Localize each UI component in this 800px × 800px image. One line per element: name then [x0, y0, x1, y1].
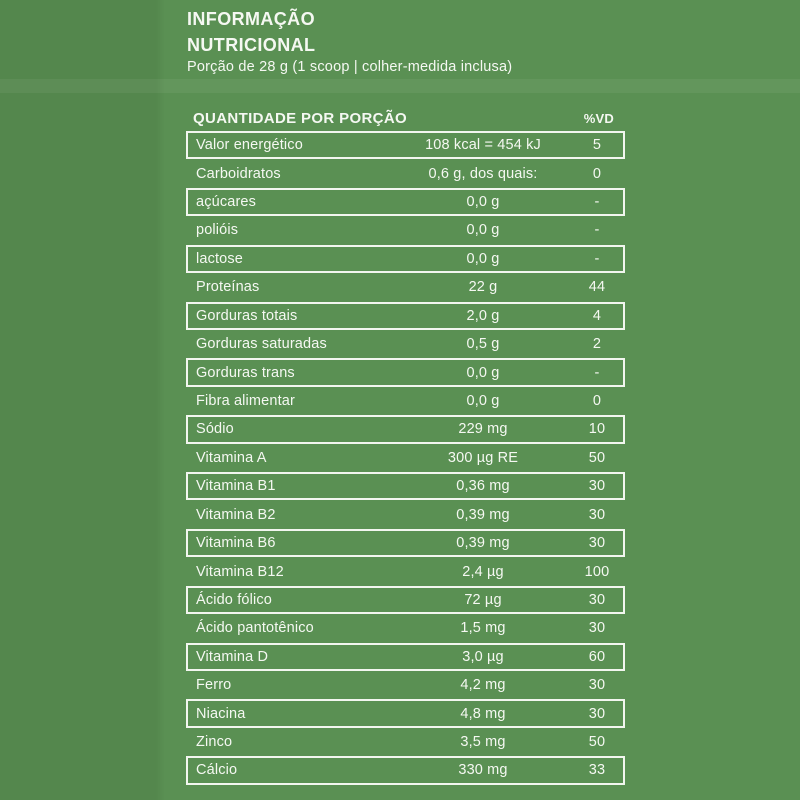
nutrient-name: açúcares: [196, 194, 257, 211]
nutrient-name: Cálcio: [196, 762, 238, 779]
nutrient-amount: 0,0 g: [466, 250, 500, 267]
table-row: [186, 444, 625, 472]
nutrient-dv: 30: [588, 677, 606, 694]
nutrient-name: Ferro: [196, 677, 232, 694]
table-row: [186, 358, 625, 386]
nutrient-dv: 30: [588, 591, 606, 608]
nutrient-name: Gorduras trans: [196, 364, 295, 381]
nutrient-dv: 50: [588, 449, 606, 466]
highlight-band: [0, 79, 800, 93]
nutrient-amount: 0,0 g: [466, 222, 500, 239]
nutrient-dv: -: [594, 222, 600, 239]
nutrient-name: Gorduras saturadas: [196, 336, 327, 353]
nutrient-dv: 30: [588, 535, 606, 552]
table-row: [186, 586, 625, 614]
nutrient-dv: 30: [588, 705, 606, 722]
nutrient-dv: 5: [592, 137, 602, 154]
nutrient-amount: 229 mg: [458, 421, 508, 438]
table-row: [186, 671, 625, 699]
nutrient-name: polióis: [196, 222, 239, 239]
nutrient-dv: -: [594, 194, 600, 211]
nutrient-dv: 30: [588, 506, 606, 523]
nutrient-name: Sódio: [196, 421, 234, 438]
nutrient-amount: 0,0 g: [466, 194, 500, 211]
table-row: [186, 330, 625, 358]
nutrient-amount: 4,2 mg: [460, 677, 506, 694]
nutrient-dv: 30: [588, 478, 606, 495]
nutrient-amount: 0,39 mg: [456, 535, 510, 552]
nutrient-name: Vitamina D: [196, 648, 269, 665]
nutrient-name: Vitamina B12: [196, 563, 284, 580]
nutrient-dv: 0: [592, 165, 602, 182]
nutrient-dv: 2: [592, 336, 602, 353]
nutrient-name: lactose: [196, 250, 243, 267]
nutrient-dv: -: [594, 364, 600, 381]
table-row: [186, 273, 625, 301]
nutrient-name: Vitamina A: [196, 449, 267, 466]
nutrient-amount: 330 mg: [458, 762, 508, 779]
nutrient-amount: 72 µg: [464, 591, 502, 608]
nutrient-amount: 0,39 mg: [456, 506, 510, 523]
nutrient-amount: 1,5 mg: [460, 620, 506, 637]
table-row: [186, 614, 625, 642]
table-row: [186, 500, 625, 528]
nutrient-dv: 4: [592, 307, 602, 324]
nutrient-name: Vitamina B6: [196, 535, 276, 552]
table-row: [186, 529, 625, 557]
label-title-line-1: INFORMAÇÃO: [187, 9, 315, 29]
nutrient-amount: 3,5 mg: [460, 734, 506, 751]
nutrient-amount: 300 µg RE: [447, 449, 519, 466]
table-row: [186, 557, 625, 585]
nutrient-name: Vitamina B1: [196, 478, 276, 495]
nutrient-amount: 0,0 g: [466, 364, 500, 381]
nutrient-dv: 0: [592, 393, 602, 409]
nutrient-amount: 0,0 g: [466, 393, 500, 409]
nutrient-name: Vitamina B2: [196, 506, 276, 523]
table-row: [186, 756, 625, 784]
table-row: [186, 472, 625, 500]
table-row: [186, 216, 625, 244]
table-row: [186, 643, 625, 671]
table-row: [186, 387, 625, 415]
nutrient-dv: 33: [588, 762, 606, 779]
nutrient-name: Niacina: [196, 705, 246, 722]
table-row: [186, 159, 625, 187]
table-row: [186, 699, 625, 727]
nutrient-name: Zinco: [196, 734, 233, 751]
quantity-per-serving-header: QUANTIDADE POR PORÇÃO: [193, 110, 408, 127]
nutrient-amount: 2,4 µg: [462, 563, 504, 580]
nutrient-amount: 4,8 mg: [460, 705, 506, 722]
table-row: [186, 131, 625, 159]
serving-size-text: Porção de 28 g (1 scoop | colher-medida inclusa): [187, 59, 513, 75]
nutrition-table: [186, 131, 625, 785]
label-title-line-2: NUTRICIONAL: [187, 35, 316, 55]
table-row: [186, 188, 625, 216]
nutrient-name: Gorduras totais: [196, 307, 298, 324]
nutrient-name: Fibra alimentar: [196, 393, 295, 409]
nutrient-name: Carboidratos: [196, 165, 281, 182]
nutrient-name: Valor energético: [196, 137, 303, 154]
table-row: [186, 415, 625, 443]
nutrient-name: Proteínas: [196, 279, 260, 296]
nutrient-dv: 100: [584, 563, 610, 580]
daily-value-header: %VD: [583, 111, 614, 126]
nutrient-amount: 0,5 g: [466, 336, 500, 353]
nutrient-dv: 60: [588, 648, 606, 665]
nutrient-dv: 30: [588, 620, 606, 637]
nutrient-amount: 2,0 g: [466, 307, 500, 324]
table-row: [186, 245, 625, 273]
nutrient-dv: -: [594, 250, 600, 267]
table-row: [186, 728, 625, 756]
nutrient-amount: 0,6 g, dos quais:: [428, 165, 538, 182]
nutrient-dv: 44: [588, 279, 606, 296]
nutrient-amount: 108 kcal = 454 kJ: [425, 137, 541, 154]
nutrient-amount: 22 g: [468, 279, 498, 296]
table-row: [186, 302, 625, 330]
nutrient-dv: 50: [588, 734, 606, 751]
table-header: [186, 102, 625, 127]
nutrient-amount: 0,36 mg: [456, 478, 510, 495]
nutrient-name: Ácido fólico: [196, 591, 272, 608]
nutrient-amount: 3,0 µg: [462, 648, 504, 665]
nutrient-name: Ácido pantotênico: [196, 620, 314, 637]
nutrient-dv: 10: [588, 421, 606, 438]
